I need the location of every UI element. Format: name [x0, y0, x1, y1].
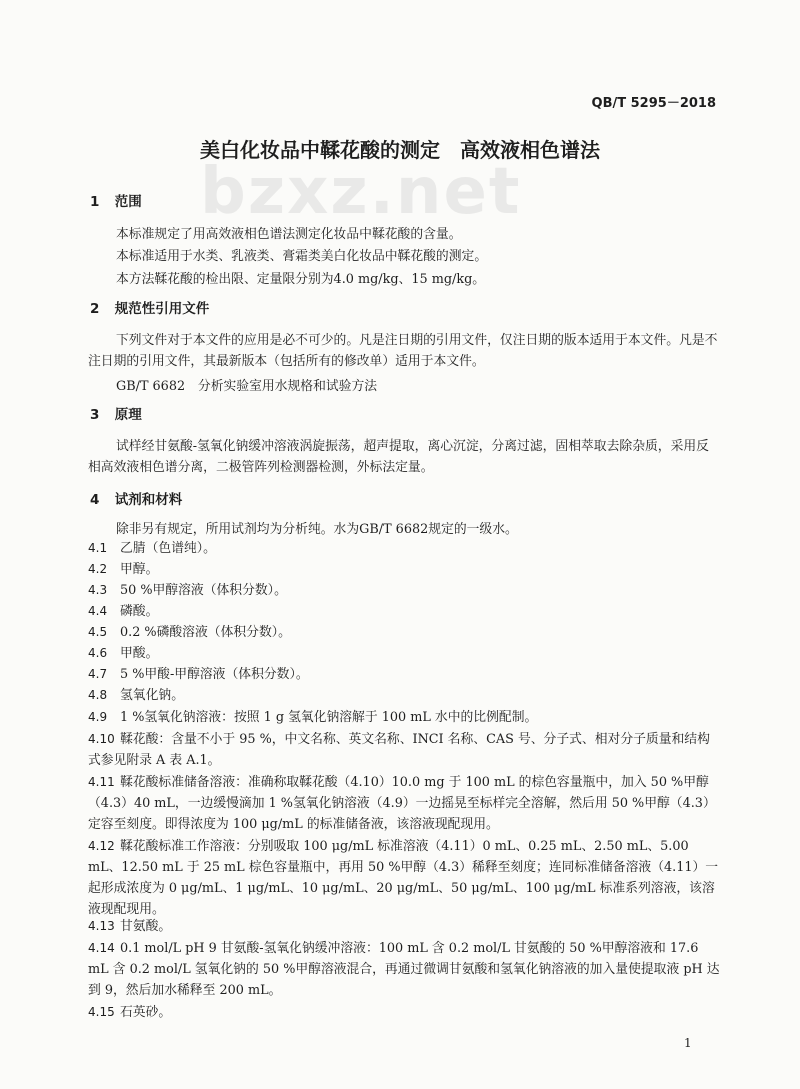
item-number: 4.2 — [88, 562, 108, 576]
item-text: 鞣花酸：含量不小于 95 %，中文名称、英文名称、INCI 名称、CAS 号、分子式、相对分子质量和结构式参见附录 A 表 A.1。 — [88, 732, 710, 768]
section-heading-normative — [90, 297, 209, 317]
standard-number: QB/T 5295－2018 — [591, 96, 716, 111]
reagent-item — [88, 580, 720, 601]
principle-paragraph: 试样经甘氨酸-氢氧化钠缓冲溶液涡旋振荡，超声提取，离心沉淀，分离过滤，固相萃取去除杂质，采用反相高效液相色谱分离，二极管阵列检测器检测，外标法定量。 — [88, 439, 709, 475]
section-heading-scope — [90, 190, 142, 210]
watermark: bzxz.net — [200, 155, 522, 229]
reagent-item — [88, 601, 720, 622]
item-number: 4.13 — [88, 919, 115, 933]
reagents-intro: 除非另有规定，所用试剂均为分析纯。水为GB/T 6682规定的一级水。 — [116, 522, 518, 537]
item-text: 甘氨酸。 — [120, 919, 172, 934]
item-text: 鞣花酸标准工作溶液：分别吸取 100 μg/mL 标准溶液（4.11）0 mL、0.25 mL、2.50 mL、5.00 mL、12.50 mL 于 25 mL 棕色容量瓶中，再用 50 %甲醇（4.3）稀释至刻度；连同标准储备溶液（4.11）一起形成浓度为 0 μg/mL、1 μg/mL、10 μg/mL、20 μg/mL、50 μg/mL、100 μg/mL 标准系列溶液，该溶液现配现用。 — [88, 839, 719, 917]
item-number: 4.8 — [88, 688, 108, 702]
item-text: 50 %甲醇溶液（体积分数）。 — [120, 583, 287, 598]
reagent-item — [88, 938, 720, 1001]
reagent-item — [88, 836, 720, 920]
item-number: 4.5 — [88, 625, 108, 639]
item-text: 乙腈（色谱纯）。 — [120, 541, 216, 556]
reagent-item — [88, 538, 720, 559]
reagent-item — [88, 664, 720, 685]
item-text: 甲醇。 — [120, 562, 159, 577]
scope-line: 本标准适用于水类、乳液类、膏霜类美白化妆品中鞣花酸的测定。 — [116, 249, 488, 264]
item-number: 4.4 — [88, 604, 108, 618]
normative-reference: GB/T 6682 分析实验室用水规格和试验方法 — [116, 379, 378, 394]
reagent-item — [88, 559, 720, 580]
section-title: 试剂和材料 — [114, 492, 183, 508]
item-text: 5 %甲酸-甲醇溶液（体积分数）。 — [120, 667, 309, 682]
reagent-item — [88, 707, 720, 728]
section-heading-principle — [90, 403, 142, 423]
item-text: 甲酸。 — [120, 646, 159, 661]
item-number: 4.6 — [88, 646, 108, 660]
normative-paragraph: 下列文件对于本文件的应用是必不可少的。凡是注日期的引用文件，仅注日期的版本适用于本文件。凡是不注日期的引用文件，其最新版本（包括所有的修改单）适用于本文件。 — [88, 333, 718, 369]
page-number: 1 — [684, 1036, 692, 1050]
item-number: 4.14 — [88, 941, 115, 955]
reagent-item — [88, 643, 720, 664]
item-number: 4.12 — [88, 839, 115, 853]
reagent-item — [88, 1002, 720, 1023]
item-number: 4.3 — [88, 583, 108, 597]
reagent-item — [88, 685, 720, 706]
item-number: 4.1 — [88, 541, 108, 555]
item-text: 石英砂。 — [120, 1005, 172, 1020]
item-text: 磷酸。 — [120, 604, 159, 619]
item-text: 0.1 mol/L pH 9 甘氨酸-氢氧化钠缓冲溶液：100 mL 含 0.2 mol/L 甘氨酸的 50 %甲醇溶液和 17.6 mL 含 0.2 mol/L 氢氧化钠的 50 %甲醇溶液混合，再通过微调甘氨酸和氢氧化钠溶液的加入量使提取液 pH 达到 9，然后加水稀释至 200 mL。 — [88, 941, 720, 998]
section-title: 范围 — [114, 194, 142, 210]
section-number: 1 — [90, 194, 100, 210]
section-title: 规范性引用文件 — [114, 301, 210, 317]
section-number: 4 — [90, 492, 100, 508]
section-title: 原理 — [114, 407, 142, 423]
reagent-item — [88, 772, 720, 835]
scope-line: 本方法鞣花酸的检出限、定量限分别为4.0 mg/kg、15 mg/kg。 — [116, 272, 486, 287]
section-number: 2 — [90, 301, 100, 317]
reagent-item — [88, 729, 720, 771]
section-number: 3 — [90, 407, 100, 423]
section-heading-reagents — [90, 488, 182, 508]
item-number: 4.10 — [88, 732, 115, 746]
item-number: 4.7 — [88, 667, 108, 681]
item-text: 鞣花酸标准储备溶液：准确称取鞣花酸（4.10）10.0 mg 于 100 mL 的棕色容量瓶中，加入 50 %甲醇（4.3）40 mL，一边缓慢滴加 1 %氢氧化钠溶液（4.9）一边摇晃至标样完全溶解，然后用 50 %甲醇（4.3）定容至刻度。即得浓度为 100 μg/mL 的标准储备液，该溶液现配现用。 — [88, 775, 716, 832]
item-text: 0.2 %磷酸溶液（体积分数）。 — [120, 625, 291, 640]
item-text: 氢氧化钠。 — [120, 688, 184, 703]
item-text: 1 %氢氧化钠溶液：按照 1 g 氢氧化钠溶解于 100 mL 水中的比例配制。 — [120, 710, 538, 725]
page-title: 美白化妆品中鞣花酸的测定 高效液相色谱法 — [200, 138, 600, 162]
reagent-item — [88, 622, 720, 643]
item-number: 4.9 — [88, 710, 108, 724]
scope-line: 本标准规定了用高效液相色谱法测定化妆品中鞣花酸的含量。 — [116, 227, 462, 242]
item-number: 4.11 — [88, 775, 115, 789]
item-number: 4.15 — [88, 1005, 115, 1019]
reagent-item — [88, 916, 720, 937]
